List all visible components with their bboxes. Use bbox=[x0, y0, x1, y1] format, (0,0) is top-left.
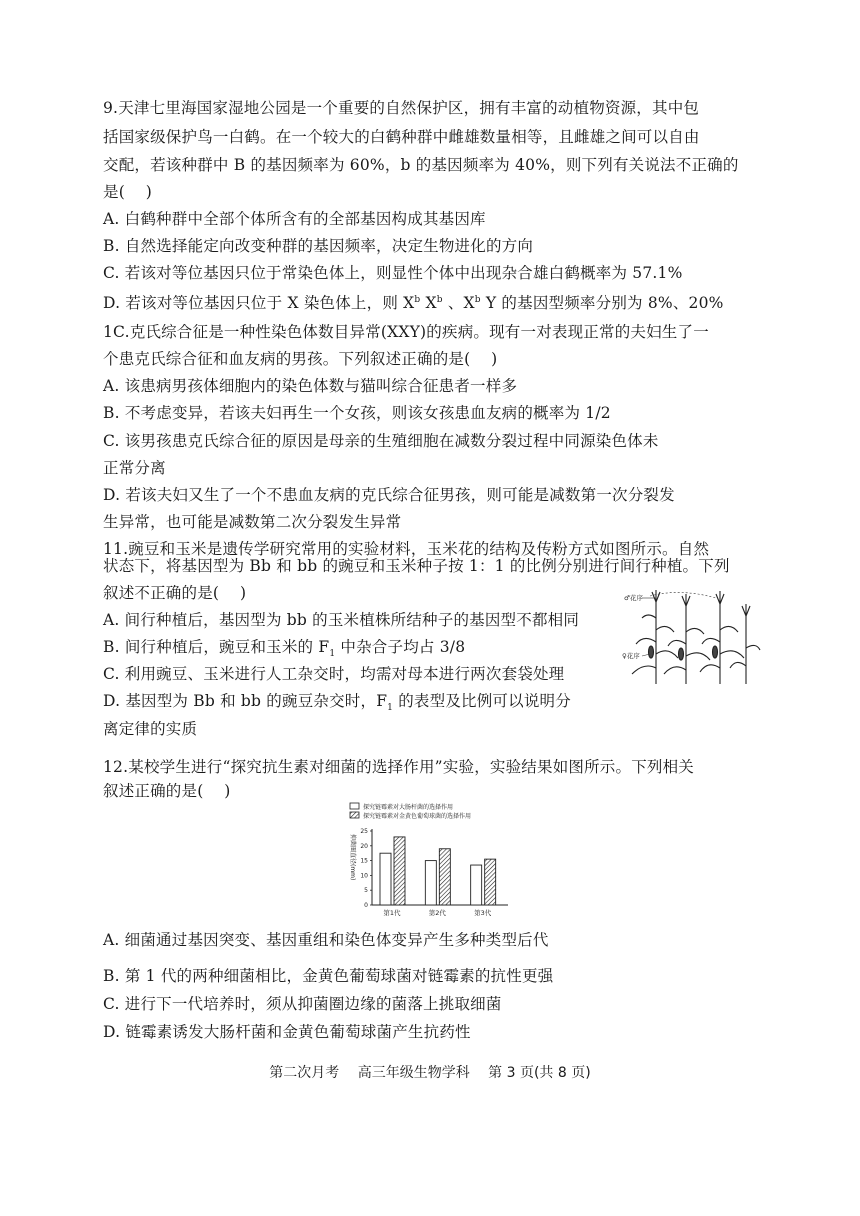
q11-option-d-2: 离定律的实质 bbox=[103, 720, 198, 738]
y-tick-label: 20 bbox=[360, 842, 368, 850]
q11-stem-1: 11.豌豆和玉米是遗传学研究常用的实验材料，玉米花的结构及传粉方式如图所示。自然 bbox=[103, 540, 710, 558]
q11-option-a: A. 间行种植后，基因型为 bb 的玉米植株所结种子的基因型不都相同 bbox=[103, 611, 580, 629]
q11-b-post: 中杂合子均占 3/8 bbox=[335, 638, 466, 656]
q10-option-b: B. 不考虑变异，若该夫妇再生一个女孩，则该女孩患血友病的概率为 1/2 bbox=[103, 404, 611, 422]
corn-plant-1 bbox=[632, 590, 678, 684]
q9-option-c: C. 若该对等位基因只位于常染色体上，则显性个体中出现杂合雄白鹤概率为 57.1% bbox=[103, 264, 683, 282]
q11-b-pre: B. 间行种植后，豌豆和玉米的 F bbox=[103, 638, 330, 656]
male-inflorescence-label: ♂花序 bbox=[624, 594, 643, 602]
legend-label-staph: 探究链霉素对金黄色葡萄球菌的选择作用 bbox=[363, 813, 472, 820]
corn-plant-figure bbox=[620, 588, 762, 686]
q12-option-a: A. 细菌通过基因突变、基因重组和染色体变异产生多种类型后代 bbox=[103, 931, 549, 949]
y-tick-label: 0 bbox=[364, 902, 368, 909]
bar-staph-2 bbox=[439, 849, 450, 905]
bar-ecoli-2 bbox=[425, 861, 436, 905]
bar-staph-3 bbox=[485, 859, 496, 905]
q11-stem-3: 叙述不正确的是( ) bbox=[103, 584, 247, 602]
corn-plant-4 bbox=[730, 604, 760, 684]
q9-d-mid1: X bbox=[420, 294, 437, 313]
q12-stem-2: 叙述正确的是( ) bbox=[103, 782, 231, 800]
q9-d-sup2: b bbox=[436, 295, 443, 305]
q10-stem-2: 个患克氏综合征和血友病的男孩。下列叙述正确的是( ) bbox=[103, 350, 498, 368]
y-tick-label: 15 bbox=[360, 857, 368, 865]
q10-option-d-2: 生异常，也可能是减数第二次分裂发生异常 bbox=[103, 513, 402, 531]
bar-staph-1 bbox=[394, 837, 405, 905]
q11-d-post: 的表型及比例可以说明分 bbox=[393, 692, 571, 710]
q9-d-sup1: b bbox=[414, 295, 421, 305]
q9-option-d bbox=[103, 290, 724, 313]
q9-stem-4: 是( ) bbox=[103, 183, 153, 201]
q9-d-sup3: b bbox=[474, 295, 481, 305]
q10-option-c-1: C. 该男孩患克氏综合征的原因是母亲的生殖细胞在减数分裂过程中同源染色体未 bbox=[103, 432, 659, 450]
q12-option-c: C. 进行下一代培养时，须从抑菌圈边缘的菌落上挑取细菌 bbox=[103, 995, 502, 1013]
x-tick-label: 第3代 bbox=[474, 909, 492, 917]
q11-d-pre: D. 基因型为 Bb 和 bb 的豌豆杂交时，F bbox=[103, 692, 388, 710]
q11-option-c: C. 利用豌豆、玉米进行人工杂交时，均需对母本进行两次套袋处理 bbox=[103, 665, 565, 683]
y-tick-label: 5 bbox=[364, 887, 368, 895]
female-inflorescence-label: ♀花序 bbox=[622, 652, 640, 660]
x-tick-label: 第2代 bbox=[428, 909, 446, 917]
x-tick-label: 第1代 bbox=[383, 909, 401, 917]
q12-option-d: D. 链霉素诱发大肠杆菌和金黄色葡萄球菌产生抗药性 bbox=[103, 1023, 471, 1041]
q9-stem-2: 括国家级保护鸟一白鹤。在一个较大的白鹤种群中雌雄数量相等，且雌雄之间可以自由 bbox=[103, 128, 700, 146]
q9-option-b: B. 自然选择能定向改变种群的基因频率，决定生物进化的方向 bbox=[103, 237, 534, 255]
q9-stem-1: 9.天津七里海国家湿地公园是一个重要的自然保护区，拥有丰富的动植物资源，其中包 bbox=[103, 99, 700, 117]
page-footer: 第二次月考 高三年级生物学科 第 3 页(共 8 页) bbox=[269, 1065, 591, 1081]
bar-ecoli-3 bbox=[471, 865, 482, 905]
q10-option-c-2: 正常分离 bbox=[103, 459, 166, 477]
q11-option-b bbox=[103, 637, 465, 664]
q11-d-sub: 1 bbox=[387, 703, 394, 714]
q11-option-d bbox=[103, 691, 571, 718]
q9-d-post: Y 的基因型频率分别为 8%、20% bbox=[480, 294, 724, 313]
q9-stem-3: 交配，若该种群中 B 的基因频率为 60%，b 的基因频率为 40%，则下列有关说法不正确的 bbox=[103, 156, 739, 174]
q10-option-d-1: D. 若该夫妇又生了一个不患血友病的克氏综合征男孩，则可能是减数第一次分裂发 bbox=[103, 486, 675, 504]
q11-b-sub: 1 bbox=[329, 649, 336, 660]
y-tick-label: 10 bbox=[360, 872, 368, 880]
legend-swatch-staph bbox=[350, 812, 359, 818]
y-tick-label: 25 bbox=[360, 828, 368, 835]
q12-stem-1: 12.某校学生进行“探究抗生素对细菌的选择作用”实验，实验结果如图所示。下列相关 bbox=[103, 758, 695, 776]
antibiotic-selection-bar-chart bbox=[338, 800, 512, 918]
q11-stem-2: 状态下，将基因型为 Bb 和 bb 的豌豆和玉米种子按 1：1 的比例分别进行间行种植。下列 bbox=[103, 557, 730, 575]
q9-option-a: A. 白鹤种群中全部个体所含有的全部基因构成其基因库 bbox=[103, 210, 486, 228]
legend-label-ecoli: 探究链霉素对大肠杆菌的选择作用 bbox=[363, 804, 454, 811]
q12-option-b: B. 第 1 代的两种细菌相比，金黄色葡萄球菌对链霉素的抗性更强 bbox=[103, 967, 554, 985]
legend-swatch-ecoli bbox=[350, 803, 359, 809]
q9-d-pre: D. 若该对等位基因只位于 X 染色体上，则 X bbox=[103, 294, 415, 313]
q10-option-a: A. 该患病男孩体细胞内的染色体数与猫叫综合征患者一样多 bbox=[103, 377, 518, 395]
corn-plant-2 bbox=[664, 594, 710, 684]
corn-plant-3 bbox=[700, 591, 744, 684]
y-axis-label: 抑菌圈直径(mm) bbox=[349, 834, 356, 881]
bar-ecoli-1 bbox=[380, 853, 391, 905]
q9-d-mid2: 、X bbox=[442, 294, 475, 313]
q10-stem-1: 1C.克氏综合征是一种性染色体数目异常(XXY)的疾病。现有一对表现正常的夫妇生了一 bbox=[103, 323, 709, 341]
